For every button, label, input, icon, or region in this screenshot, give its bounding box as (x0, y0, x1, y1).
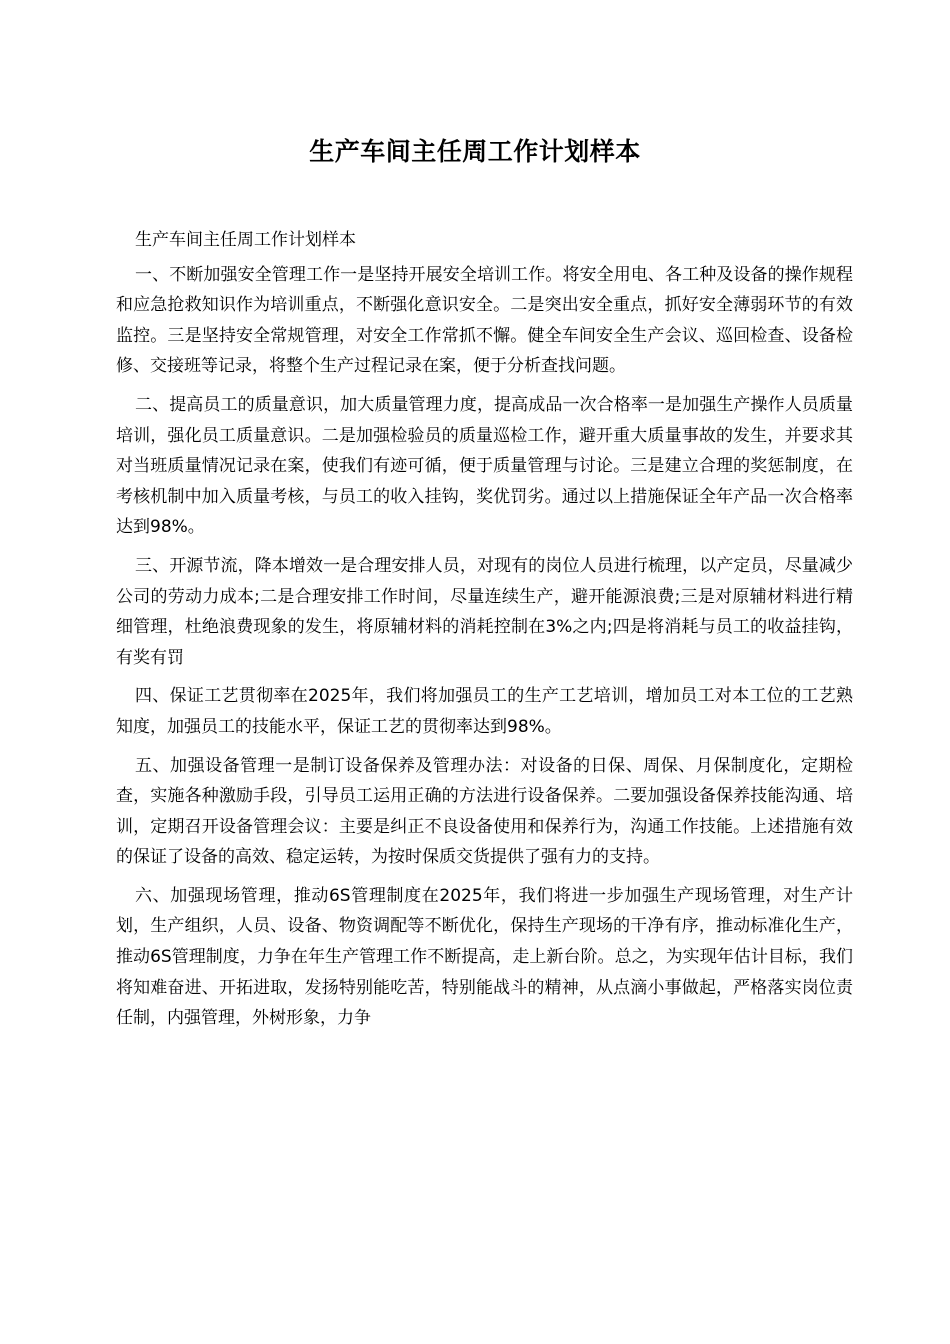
paragraph-subtitle: 生产车间主任周工作计划样本 (135, 230, 356, 250)
document-body (116, 225, 853, 1042)
page-title: 生产车间主任周工作计划样本 (309, 137, 641, 166)
paragraph-site: 六、加强现场管理，推动6S管理制度在2025年，我们将进一步加强生产现场管理，对生产计划，生产组织，人员、设备、物资调配等不断优化，保持生产现场的干净有序，推动标准化生产，推动6S管理制度，力争在年生产管理工作不断提高，走上新台阶。总之，为实现年估计目标，我们将知难奋进、开拓进取，发扬特别能吃苦，特别能战斗的精神，从点滴小事做起，严格落实岗位责任制，内强管理，外树形象，力争 (116, 885, 853, 1029)
paragraph-process: 四、保证工艺贯彻率在2025年，我们将加强员工的生产工艺培训，增加员工对本工位的工艺熟知度，加强员工的技能水平，保证工艺的贯彻率达到98%。 (116, 686, 853, 737)
paragraph-quality: 二、提高员工的质量意识，加大质量管理力度，提高成品一次合格率一是加强生产操作人员质量培训，强化员工质量意识。二是加强检验员的质量巡检工作，避开重大质量事故的发生，并要求其对当班质量情况记录在案，使我们有迹可循，便于质量管理与讨论。三是建立合理的奖惩制度，在考核机制中加入质量考核，与员工的收入挂钩，奖优罚劣。通过以上措施保证全年产品一次合格率达到98%。 (116, 394, 853, 538)
paragraph-cost: 三、开源节流，降本增效一是合理安排人员，对现有的岗位人员进行梳理，以产定员，尽量减少公司的劳动力成本;二是合理安排工作时间，尽量连续生产，避开能源浪费;三是对原辅材料进行精细管理，杜绝浪费现象的发生，将原辅材料的消耗控制在3%之内;四是将消耗与员工的收益挂钩，有奖有罚 (116, 555, 854, 668)
paragraph-safety: 一、不断加强安全管理工作一是坚持开展安全培训工作。将安全用电、各工种及设备的操作规程和应急抢救知识作为培训重点，不断强化意识安全。二是突出安全重点，抓好安全薄弱环节的有效监控。三是坚持安全常规管理，对安全工作常抓不懈。健全车间安全生产会议、巡回检查、设备检修、交接班等记录，将整个生产过程记录在案，便于分析查找问题。 (116, 264, 853, 377)
paragraph-equipment: 五、加强设备管理一是制订设备保养及管理办法：对设备的日保、周保、月保制度化，定期检查，实施各种激励手段，引导员工运用正确的方法进行设备保养。二要加强设备保养技能沟通、培训，定期召开设备管理会议：主要是纠正不良设备使用和保养行为，沟通工作技能。上述措施有效的保证了设备的高效、稳定运转，为按时保质交货提供了强有力的支持。 (116, 755, 853, 868)
